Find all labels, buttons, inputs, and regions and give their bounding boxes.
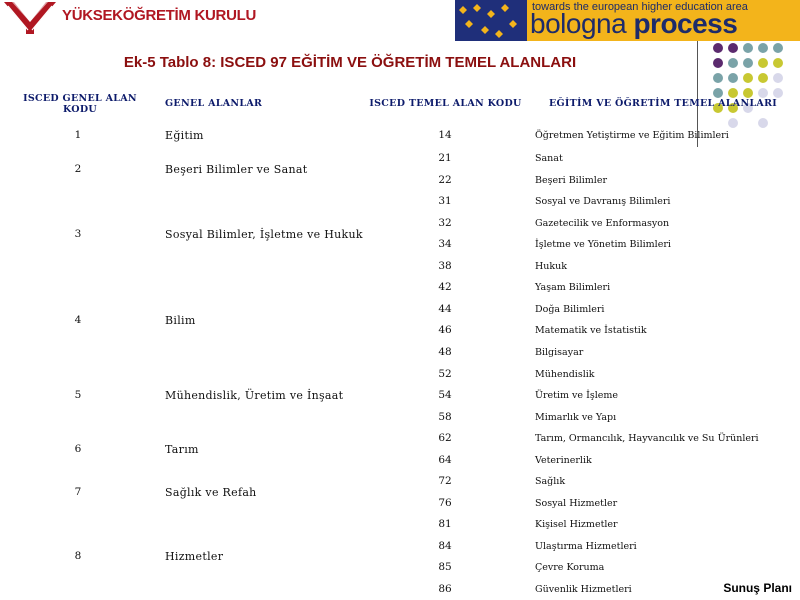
field-code: 32	[438, 217, 452, 229]
field-name: Matematik ve İstatistik	[535, 325, 647, 336]
field-name: Bilgisayar	[535, 347, 584, 358]
field-code: 48	[438, 346, 452, 358]
field-code: 42	[438, 281, 452, 293]
field-name: Tarım, Ormancılık, Hayvancılık ve Su Ürünleri	[535, 433, 759, 444]
field-code: 38	[438, 260, 452, 272]
field-code: 52	[438, 368, 452, 380]
field-name: Yaşam Bilimleri	[535, 282, 611, 293]
bologna-tagline: towards the european higher education area	[532, 1, 748, 13]
general-name: Bilim	[165, 314, 196, 327]
bologna-process-banner	[455, 0, 800, 41]
field-code: 54	[438, 389, 452, 401]
field-code: 81	[438, 518, 452, 530]
field-name: Sosyal ve Davranış Bilimleri	[535, 196, 671, 207]
yok-logo-text: YÜKSEKÖĞRETİM KURULU	[62, 7, 257, 24]
general-name: Sağlık ve Refah	[165, 486, 257, 499]
general-name: Mühendislik, Üretim ve İnşaat	[165, 389, 344, 402]
field-code: 34	[438, 238, 452, 250]
field-name: İşletme ve Yönetim Bilimleri	[535, 239, 671, 250]
field-name: Sağlık	[535, 476, 566, 487]
field-name: Hukuk	[535, 261, 568, 272]
general-code: 2	[74, 163, 82, 175]
field-code: 85	[438, 561, 452, 573]
field-code: 21	[438, 152, 452, 164]
field-code: 72	[438, 475, 452, 487]
general-code: 3	[74, 228, 82, 240]
field-name: Doğa Bilimleri	[535, 304, 605, 315]
field-name: Ulaştırma Hizmetleri	[535, 541, 637, 552]
eu-stars-icon	[455, 0, 527, 41]
field-code: 14	[438, 129, 452, 141]
general-name: Tarım	[165, 443, 199, 456]
field-name: Üretim ve İşleme	[535, 390, 618, 401]
decorative-dots	[708, 41, 800, 133]
header-field-names: EĞİTİM VE ÖĞRETİM TEMEL ALANLARI	[548, 98, 778, 109]
yok-logo	[0, 0, 257, 36]
field-code: 22	[438, 174, 452, 186]
field-name: Mühendislik	[535, 369, 595, 380]
field-name: Sanat	[535, 153, 563, 164]
field-name: Öğretmen Yetiştirme ve Eğitim Bilimleri	[535, 130, 729, 141]
yok-emblem-icon	[0, 0, 60, 36]
header-general-fields: GENEL ALANLAR	[165, 98, 263, 109]
field-name: Çevre Koruma	[535, 562, 605, 573]
header-general-code: ISCED GENEL ALAN KODU	[23, 93, 137, 115]
general-name: Hizmetler	[165, 550, 224, 563]
field-name: Veterinerlik	[535, 455, 592, 466]
page-title: Ek-5 Tablo 8: ISCED 97 EĞİTİM VE ÖĞRETİM TEMEL ALANLARI	[123, 54, 577, 71]
field-code: 76	[438, 497, 452, 509]
field-name: Gazetecilik ve Enformasyon	[535, 218, 670, 229]
field-code: 31	[438, 195, 452, 207]
general-name: Sosyal Bilimler, İşletme ve Hukuk	[165, 228, 363, 241]
general-code: 4	[74, 314, 82, 326]
field-code: 84	[438, 540, 452, 552]
field-code: 58	[438, 411, 452, 423]
general-name: Beşeri Bilimler ve Sanat	[165, 163, 308, 176]
field-name: Mimarlık ve Yapı	[535, 412, 617, 423]
general-code: 8	[74, 550, 82, 562]
general-code: 6	[74, 443, 82, 455]
general-code: 5	[74, 389, 82, 401]
field-code: 62	[438, 432, 452, 444]
general-name: Eğitim	[165, 129, 204, 142]
header-field-code: ISCED TEMEL ALAN KODU	[369, 98, 522, 109]
field-name: Sosyal Hizmetler	[535, 498, 618, 509]
field-name: Güvenlik Hizmetleri	[535, 584, 632, 595]
field-name: Kişisel Hizmetler	[535, 519, 618, 530]
bologna-brand-word-1: bologna	[530, 8, 627, 39]
field-code: 64	[438, 454, 452, 466]
bologna-brand-word-2: process	[633, 8, 738, 39]
general-code: 1	[74, 129, 82, 141]
bologna-brand	[530, 8, 737, 40]
general-code: 7	[74, 486, 82, 498]
field-code: 86	[438, 583, 452, 595]
field-code: 46	[438, 324, 452, 336]
sunus-plani-link[interactable]: Sunuş Planı	[723, 581, 792, 595]
field-code: 44	[438, 303, 452, 315]
field-name: Beşeri Bilimler	[535, 175, 608, 186]
